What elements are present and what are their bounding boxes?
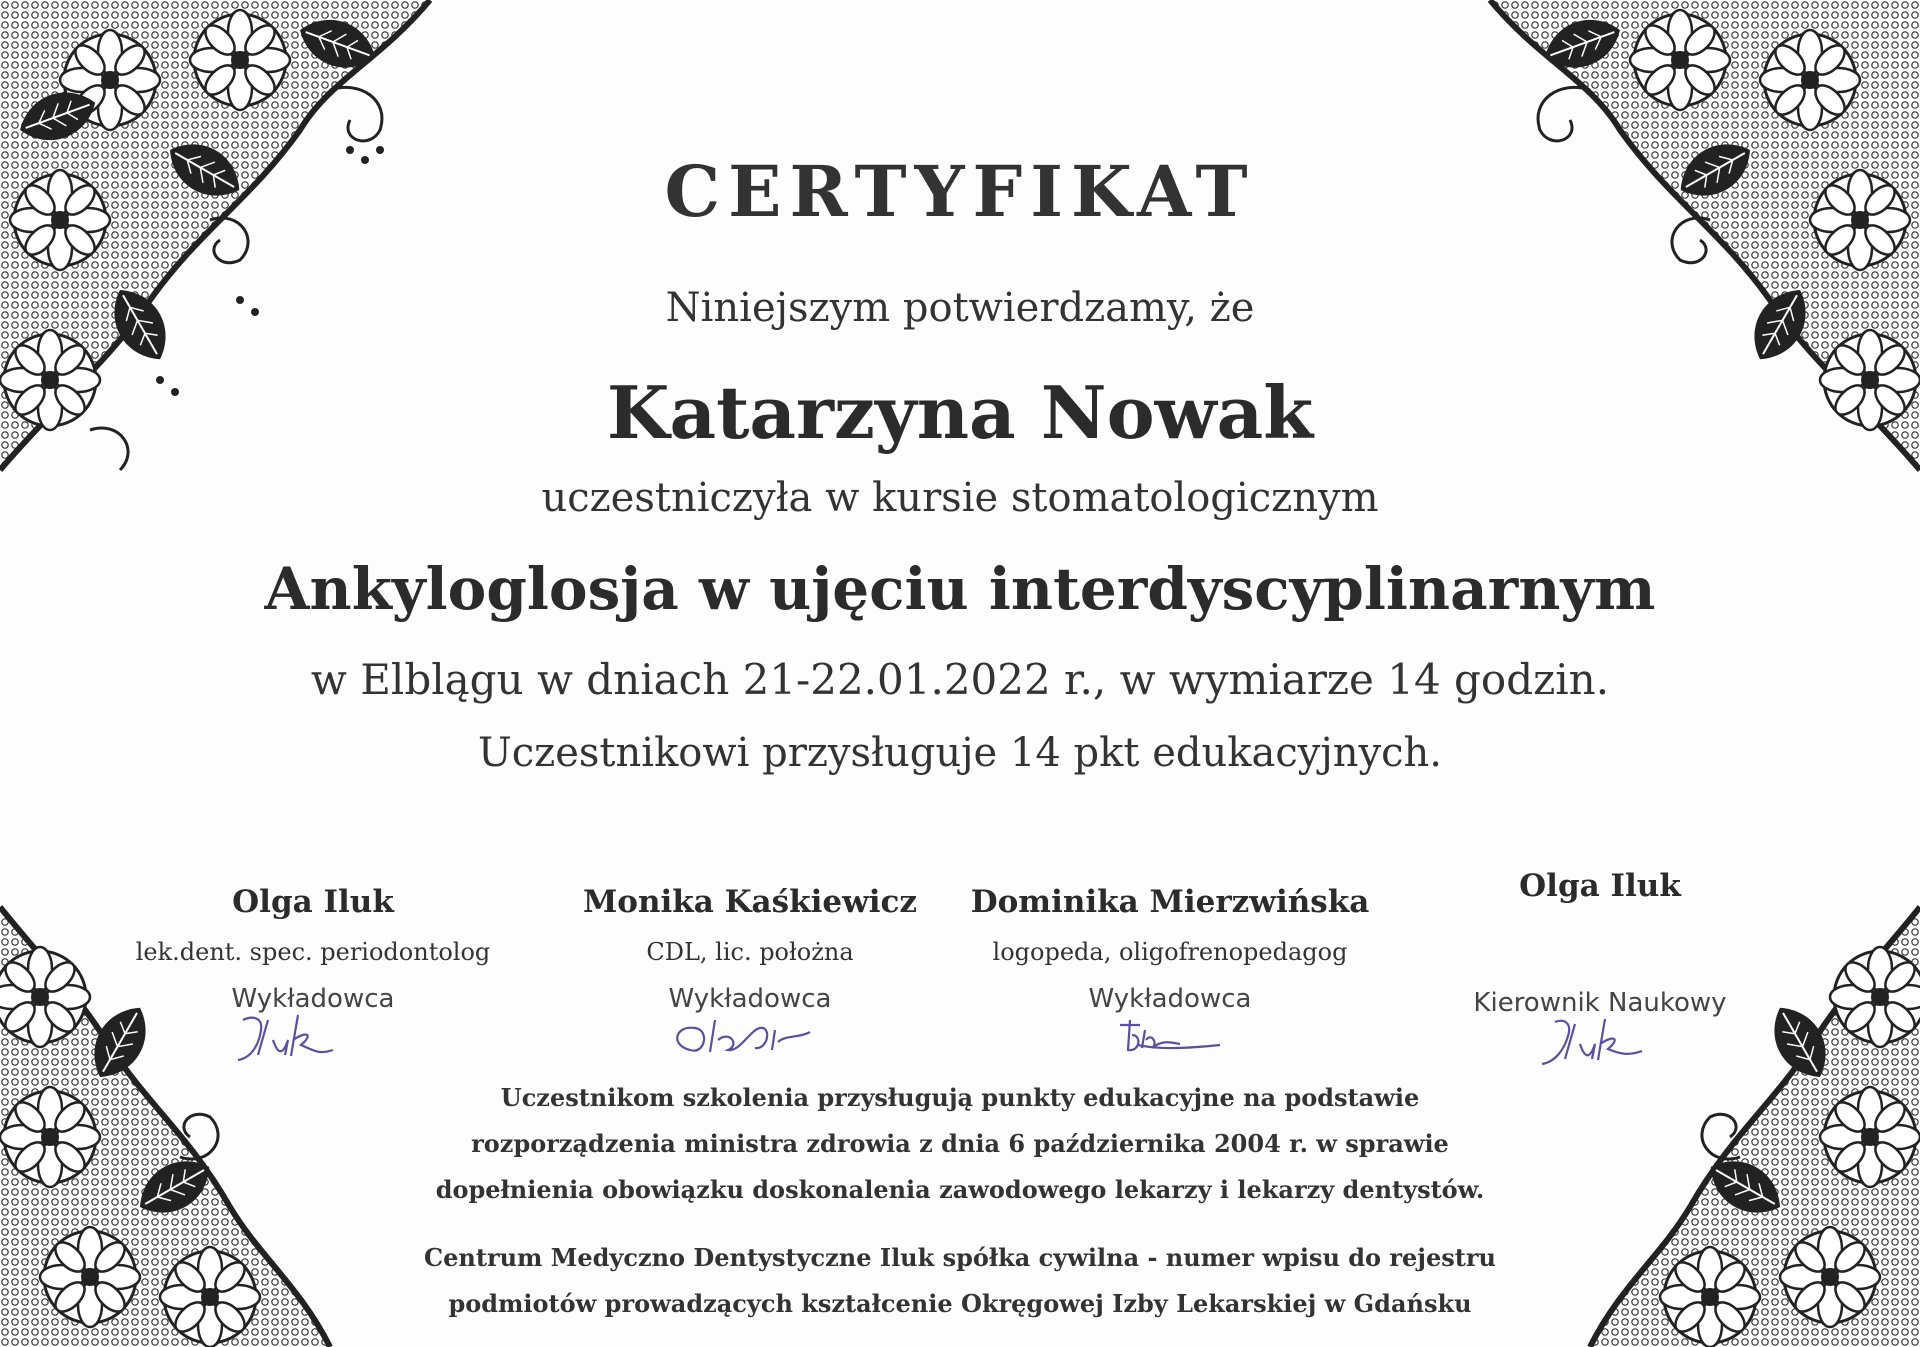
signatory-name: Monika Kaśkiewicz bbox=[582, 884, 918, 920]
signatory-name: Olga Iluk bbox=[232, 884, 394, 920]
legal-notice bbox=[0, 1075, 1920, 1213]
signatory-block bbox=[960, 884, 1380, 1070]
signatory-title: CDL, lic. położna bbox=[646, 938, 854, 966]
signatory-block bbox=[1390, 868, 1810, 1074]
organizer-line: Centrum Medyczno Dentystyczne Iluk spółka cywilna - numer wpisu do rejestru bbox=[424, 1243, 1496, 1272]
signatory-role: Kierownik Naukowy bbox=[1473, 988, 1727, 1018]
intro-text: Niniejszym potwierdzamy, że bbox=[665, 285, 1255, 331]
signatory-title: logopeda, oligofrenopedagog bbox=[992, 938, 1348, 966]
legal-line: rozporządzenia ministra zdrowia z dnia 6 października 2004 r. w sprawie bbox=[471, 1129, 1449, 1158]
participation-text: uczestniczyła w kursie stomatologicznym bbox=[541, 475, 1379, 521]
signatory-name: Dominika Mierzwińska bbox=[970, 884, 1370, 920]
signatory-block bbox=[103, 884, 523, 1070]
participant-name: Katarzyna Nowak bbox=[606, 370, 1314, 455]
course-title: Ankyloglosja w ujęciu interdyscyplinarnym bbox=[264, 555, 1656, 623]
legal-line: Uczestnikom szkolenia przysługują punkty edukacyjne na podstawie bbox=[500, 1083, 1420, 1112]
signatory-role: Wykładowca bbox=[668, 984, 832, 1014]
organizer-info bbox=[0, 1235, 1920, 1327]
signatory-block bbox=[540, 884, 960, 1070]
signatory-name: Olga Iluk bbox=[1519, 868, 1681, 904]
certificate-title: CERTYFIKAT bbox=[664, 150, 1256, 233]
signatory-title: lek.dent. spec. periodontolog bbox=[135, 938, 491, 966]
education-points: Uczestnikowi przysługuje 14 pkt edukacyjnych. bbox=[478, 730, 1442, 776]
legal-line: dopełnienia obowiązku doskonalenia zawodowego lekarzy i lekarzy dentystów. bbox=[435, 1175, 1485, 1204]
course-details: w Elblągu w dniach 21-22.01.2022 r., w wymiarze 14 godzin. bbox=[310, 655, 1610, 704]
signatory-role: Wykładowca bbox=[1088, 984, 1252, 1014]
signatory-role: Wykładowca bbox=[231, 984, 395, 1014]
organizer-line: podmiotów prowadzących kształcenie Okręgowej Izby Lekarskiej w Gdańsku bbox=[448, 1289, 1472, 1318]
